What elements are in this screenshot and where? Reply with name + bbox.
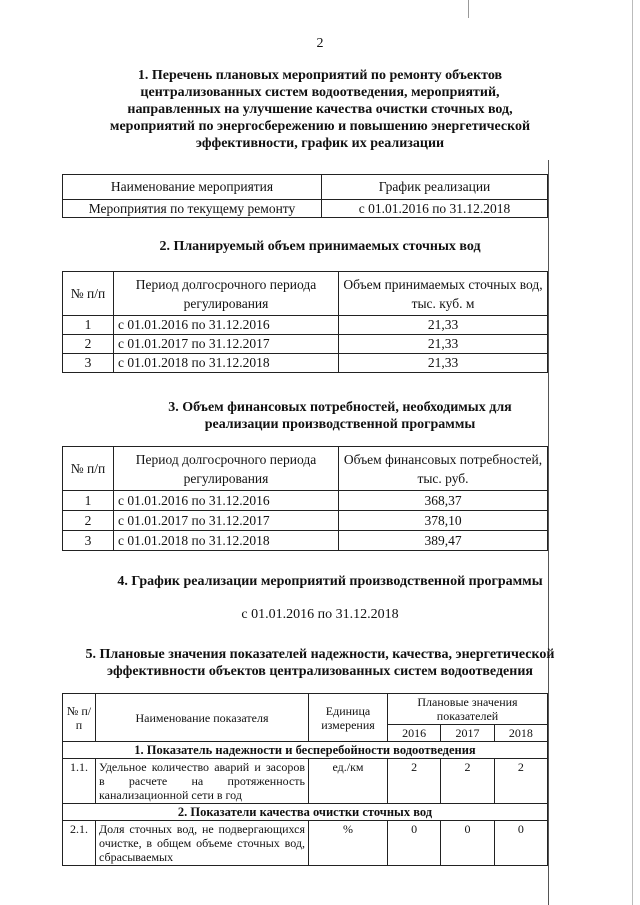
table-row: [63, 759, 548, 804]
row-volume: 21,33: [339, 316, 548, 335]
section2-table: [62, 271, 548, 373]
row-amount: 389,47: [339, 531, 548, 551]
section3-title: 3. Объем финансовых потребностей, необходимых для реализации производственной программы: [168, 400, 512, 432]
row-unit: %: [309, 821, 388, 866]
scan-artifact-line: [468, 0, 469, 18]
row-unit: ед./км: [309, 759, 388, 804]
row-num: 1.1.: [63, 759, 96, 804]
header-num: № п/п: [63, 447, 114, 491]
section2-title: 2. Планируемый объем принимаемых сточных вод: [159, 239, 481, 254]
table-row: [63, 316, 548, 335]
table-row: [63, 354, 548, 373]
header-year: 2017: [441, 725, 494, 742]
row-value-2018: 0: [494, 821, 547, 866]
header-planned-values: Плановые значения показателей: [388, 694, 548, 725]
table-row: [63, 821, 548, 866]
section4-period: с 01.01.2016 по 31.12.2018: [241, 607, 399, 622]
row-period: с 01.01.2016 по 31.12.2016: [114, 491, 339, 511]
row-value-2016: 2: [388, 759, 441, 804]
activity-name: Мероприятия по текущему ремонту: [63, 200, 322, 218]
section5-title: 5. Плановые значения показателей надежности, качества, энергетической эффективности объектов централизованных систем водоотведения: [85, 647, 555, 679]
row-amount: 378,10: [339, 511, 548, 531]
header-indicator-name: Наименование показателя: [96, 694, 309, 742]
row-num: 2: [63, 335, 114, 354]
row-period: с 01.01.2018 по 31.12.2018: [114, 354, 339, 373]
row-period: с 01.01.2018 по 31.12.2018: [114, 531, 339, 551]
activity-schedule: с 01.01.2016 по 31.12.2018: [322, 200, 548, 218]
row-num: 1: [63, 316, 114, 335]
header-period: Период долгосрочного периода регулирования: [114, 272, 339, 316]
header-activity-name: Наименование мероприятия: [63, 175, 322, 200]
row-num: 3: [63, 531, 114, 551]
page-number: 2: [316, 36, 324, 51]
row-indicator-name: Удельное количество аварий и засоров в расчете на протяженность канализационной сети в год: [96, 759, 309, 804]
header-num: № п/п: [63, 272, 114, 316]
scan-artifact-edge: [632, 0, 633, 905]
header-period: Период долгосрочного периода регулирования: [114, 447, 339, 491]
row-period: с 01.01.2016 по 31.12.2016: [114, 316, 339, 335]
row-num: 3: [63, 354, 114, 373]
row-num: 2.1.: [63, 821, 96, 866]
row-value-2017: 0: [441, 821, 494, 866]
section4-title: 4. График реализации мероприятий производственной программы: [117, 574, 543, 589]
header-finance: Объем финансовых потребностей, тыс. руб.: [339, 447, 548, 491]
row-volume: 21,33: [339, 335, 548, 354]
row-num: 1: [63, 491, 114, 511]
table-row: [63, 491, 548, 511]
header-year: 2018: [494, 725, 547, 742]
section3-table: [62, 446, 548, 551]
table-row: [63, 335, 548, 354]
row-volume: 21,33: [339, 354, 548, 373]
row-amount: 368,37: [339, 491, 548, 511]
header-year: 2016: [388, 725, 441, 742]
row-value-2017: 2: [441, 759, 494, 804]
table-row: [63, 511, 548, 531]
header-num: № п/п: [63, 694, 96, 742]
group2-title: 2. Показатели качества очистки сточных вод: [63, 804, 548, 821]
header-schedule: График реализации: [322, 175, 548, 200]
row-num: 2: [63, 511, 114, 531]
section1-title: 1. Перечень плановых мероприятий по ремонту объектов централизованных систем водоотведения, мероприятий, направленных на улучшение качества очистки сточных вод, мероприятий по энергосбережению и повышению энергетической эффективности, график их реализации: [109, 68, 531, 151]
row-indicator-name: Доля сточных вод, не подвергающихся очистке, в общем объеме сточных вод, сбрасываемых: [96, 821, 309, 866]
row-period: с 01.01.2017 по 31.12.2017: [114, 335, 339, 354]
row-value-2018: 2: [494, 759, 547, 804]
scan-artifact-line: [548, 160, 549, 905]
section1-table: [62, 174, 548, 218]
header-unit: Единица измерения: [309, 694, 388, 742]
section5-table: [62, 693, 548, 866]
group1-title: 1. Показатель надежности и бесперебойности водоотведения: [63, 742, 548, 759]
row-period: с 01.01.2017 по 31.12.2017: [114, 511, 339, 531]
table-row: [63, 531, 548, 551]
header-volume: Объем принимаемых сточных вод, тыс. куб. м: [339, 272, 548, 316]
row-value-2016: 0: [388, 821, 441, 866]
